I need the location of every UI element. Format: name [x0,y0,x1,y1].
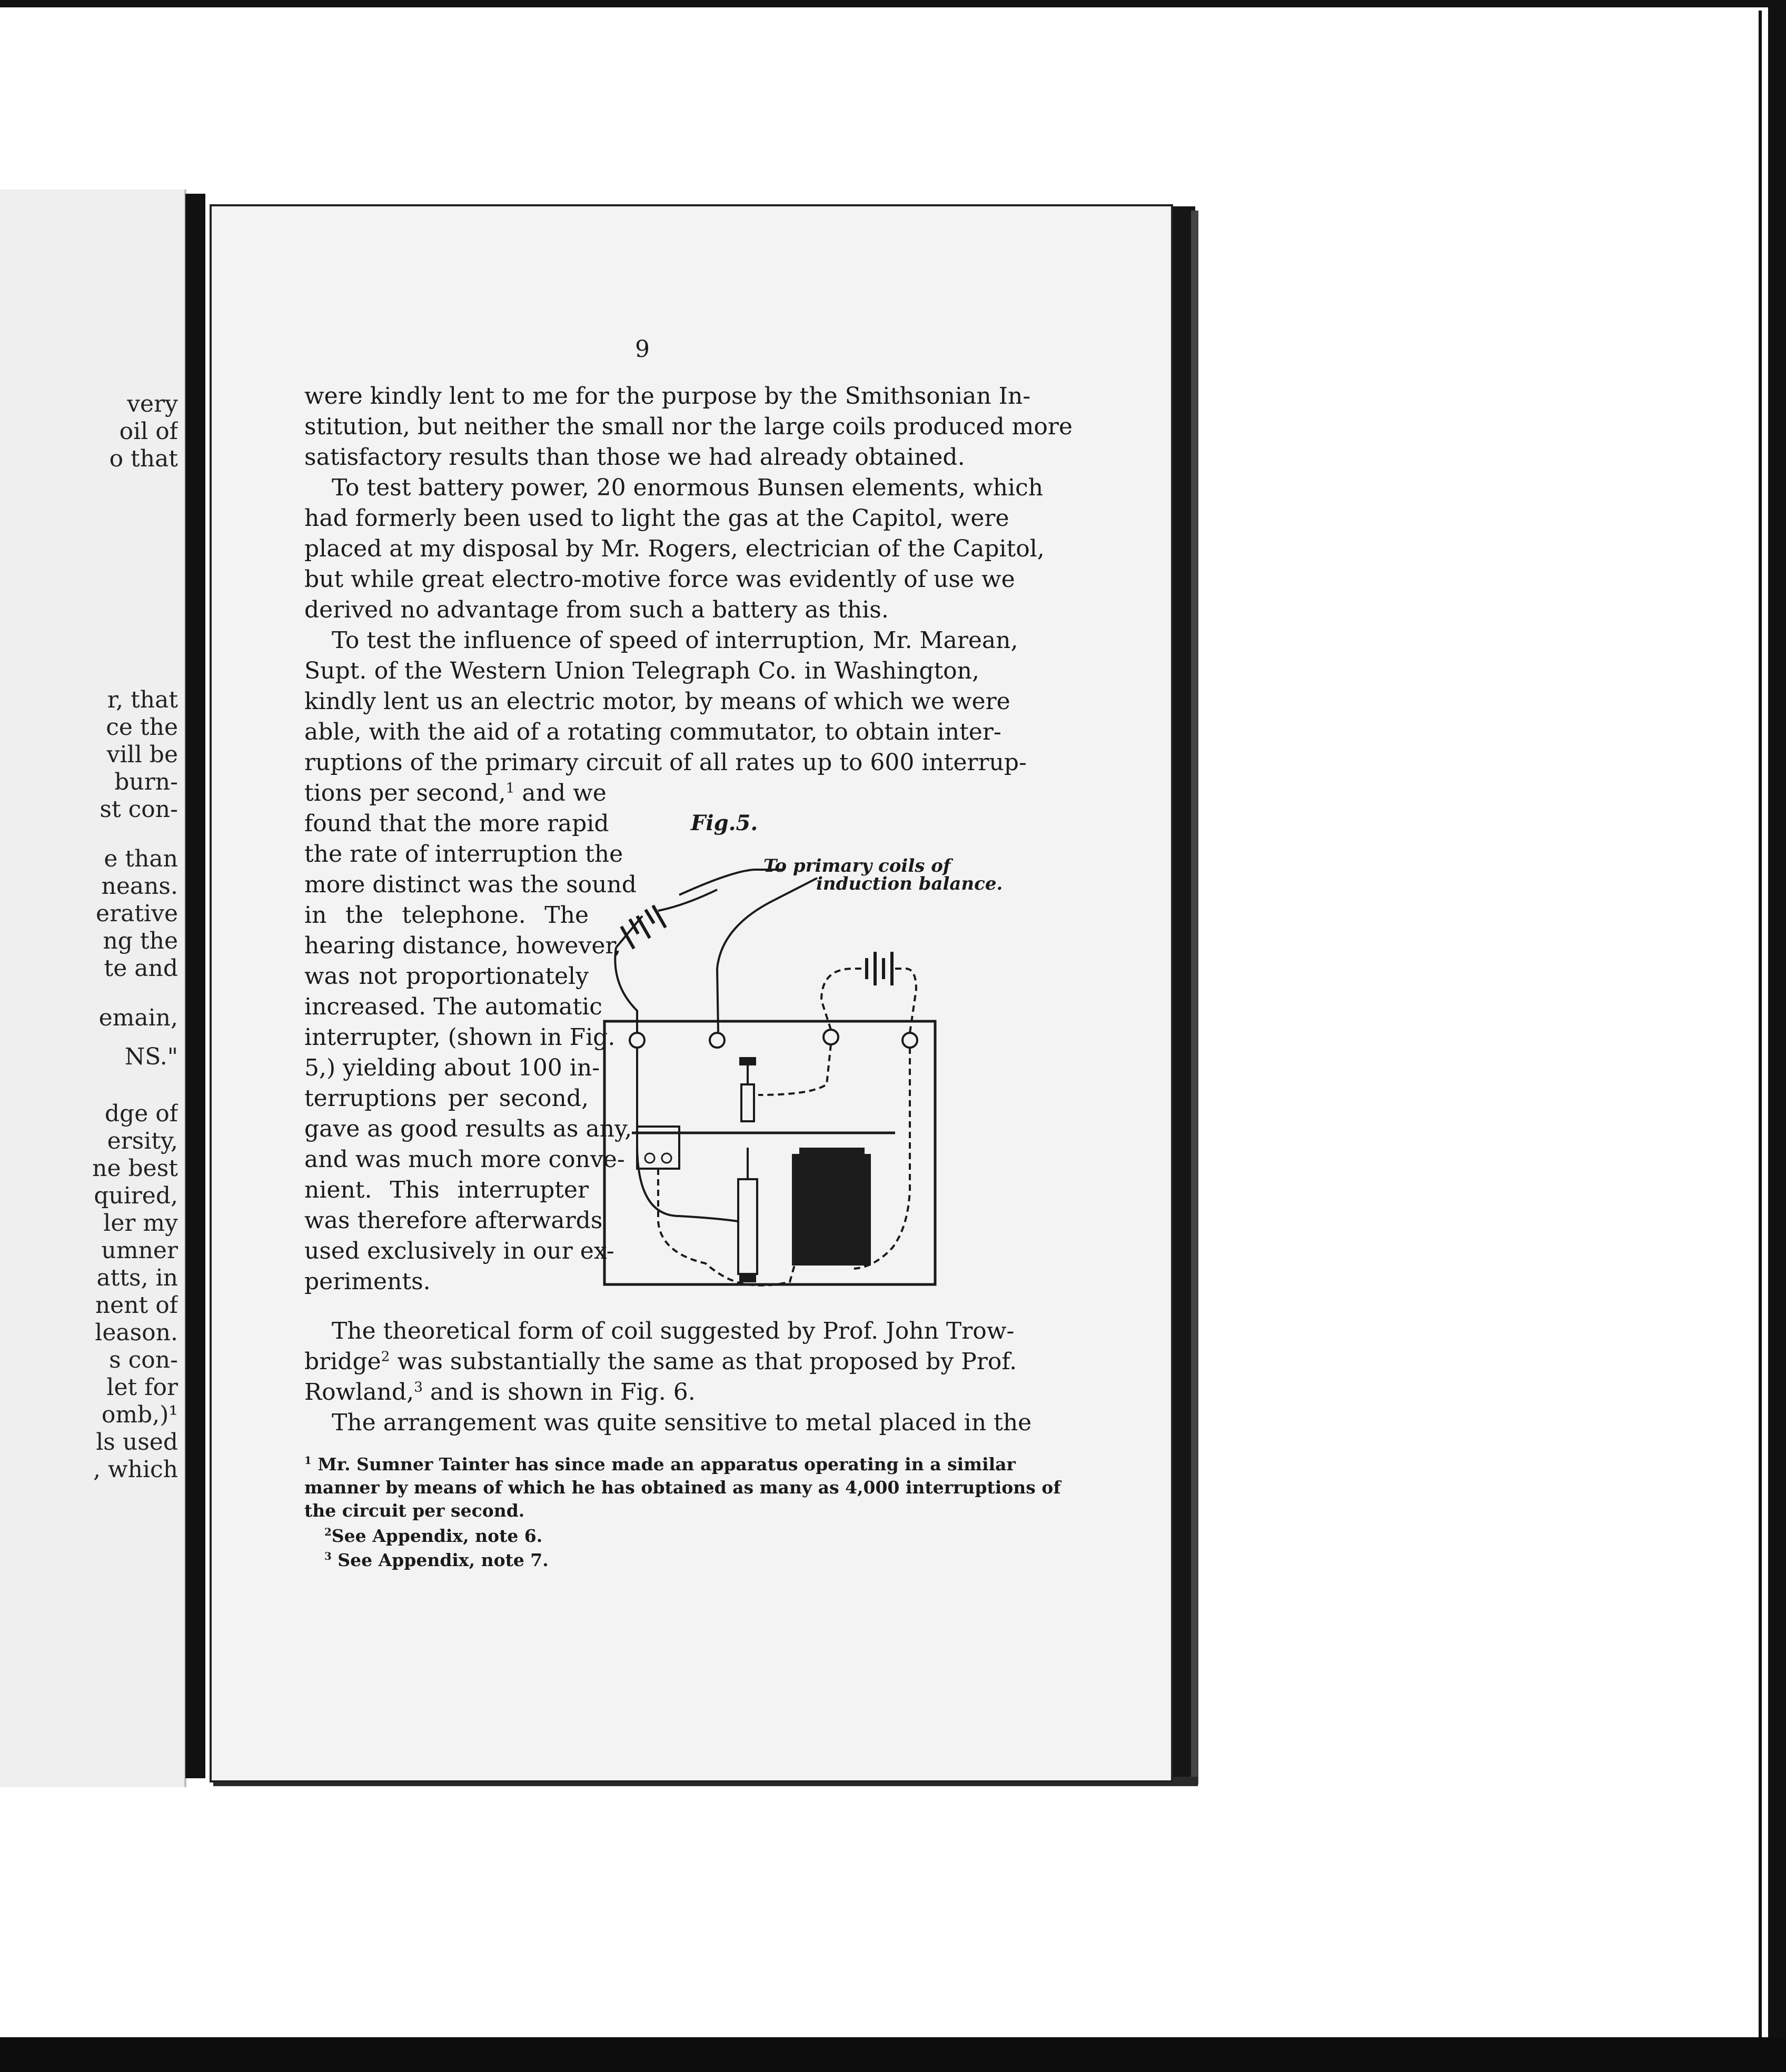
body-line: The arrangement was quite sensitive to metal placed in the [332,1409,1032,1436]
left-page-fragment: ersity, [107,1128,178,1154]
body-line: derived no advantage from such a battery as this. [304,596,889,623]
body-line: Rowland,$^3$ and is shown in Fig. 6. [304,1379,696,1406]
left-page-fragment: erative [96,900,178,927]
scan-frame-top [0,0,1786,7]
left-page-fragment: nent of [95,1292,178,1319]
narrow-line: terruptions per second, [304,1085,589,1112]
footnote: manner by means of which he has obtained as many as 4,000 interruptions of [304,1477,1061,1498]
left-page-fragment: s con- [109,1347,178,1373]
body-line: stitution, but neither the small nor the large coils produced more [304,413,1073,440]
narrow-line: found that the more rapid [304,810,609,837]
left-page-fragment: quired, [94,1182,178,1209]
left-page-fragment: neans. [101,873,178,900]
left-page-fragment: emain, [98,1004,178,1031]
dashed-wire [758,1044,831,1095]
terminal [630,1033,644,1048]
body-line: were kindly lent to me for the purpose by the Smithsonian In- [304,383,1031,410]
figure-caption: To primary coils of induction balance. [763,855,1003,894]
body-line: had formerly been used to light the gas at the Capitol, were [304,505,1009,532]
body-line: but while great electro-motive force was evidently of use we [304,566,1015,593]
narrow-line: was therefore afterwards [304,1207,603,1234]
left-page-fragment: te and [104,955,178,982]
footnote: $^1$ Mr. Sumner Tainter has since made an apparatus operating in a similar [304,1454,1016,1475]
narrow-line: interrupter, (shown in Fig. [304,1024,616,1051]
left-page-fragment: o that [109,445,178,472]
left-page-fragment: st con- [100,796,178,823]
footnote: $^3$ See Appendix, note 7. [324,1550,549,1570]
battery-top [867,952,892,985]
narrow-line: used exclusively in our ex- [304,1238,614,1264]
left-page-fragment: e than [104,845,178,872]
page-edge-inner [1191,211,1198,1785]
figure-5 [600,811,1003,1295]
footnote-ref: 3 [414,1379,423,1396]
battery-left [621,905,666,949]
narrow-line: periments. [304,1268,431,1295]
terminal [710,1033,725,1048]
figure-title: Fig.5. [691,811,758,835]
scan-frame-right-line [1759,11,1762,2048]
left-page-fragment: vill be [106,741,178,768]
scan-frame-bottom [0,2037,1786,2072]
body-line: To test the influence of speed of interruption, Mr. Marean, [332,627,1018,654]
narrow-line: gave as good results as any, [304,1115,632,1142]
magnet-block [792,1154,871,1266]
body-line: able, with the aid of a rotating commutator, to obtain inter- [304,719,1001,745]
left-page-fragment: omb,)¹ [101,1401,178,1428]
wire-terminal-2 [717,878,817,1032]
narrow-line: and was much more conve- [304,1146,625,1173]
book-gutter [185,194,205,1778]
left-page-fragment: very [127,391,178,417]
left-page-fragment: , which [93,1456,178,1483]
narrow-line: was not proportionately [304,963,589,990]
narrow-line: in the telephone. The [304,902,589,929]
footnote-ref: 2 [381,1348,390,1365]
left-page-fragment: ng the [103,928,178,954]
body-line: ruptions of the primary circuit of all rates up to 600 interrup- [304,749,1027,776]
body-line: Supt. of the Western Union Telegraph Co. in Washington, [304,658,979,684]
narrow-line: tions per second,$^1$ and we [304,780,607,806]
terminal [823,1030,838,1044]
body-line: placed at my disposal by Mr. Rogers, electrician of the Capitol, [304,535,1045,562]
footnote: $^2$See Appendix, note 6. [324,1526,543,1546]
left-page-fragment: NS." [124,1043,178,1070]
narrow-line: more distinct was the sound [304,871,637,898]
left-page-fragment: r, that [107,686,178,713]
narrow-line: hearing distance, however, [304,932,621,959]
left-page-fragment: ce the [106,714,178,741]
left-page-fragment: dge of [104,1100,178,1127]
terminal [902,1033,917,1048]
footnote: the circuit per second. [304,1500,525,1521]
body-line: kindly lent us an electric motor, by means of which we were [304,688,1010,715]
electromagnet-coil [738,1179,757,1274]
left-page-fragment: ls used [96,1429,178,1456]
left-page-fragment: oil of [119,418,178,445]
body-line: The theoretical form of coil suggested by Prof. John Trow- [332,1318,1015,1344]
scan-frame-right [1768,0,1786,2072]
left-page-fragment: leason. [95,1319,178,1346]
body-line: bridge$^2$ was substantially the same as that proposed by Prof. [304,1348,1017,1375]
narrow-line: the rate of interruption the [304,841,623,868]
left-page-fragment: burn- [114,769,178,795]
page-number: 9 [635,336,650,363]
body-line: To test battery power, 20 enormous Bunsen elements, which [332,474,1044,501]
upper-screw [741,1084,754,1121]
wire-battery [658,890,717,911]
left-page-fragment: umner [101,1237,178,1264]
left-page-fragment: let for [106,1374,178,1401]
left-page-fragment: atts, in [96,1264,178,1291]
base-board [604,1021,935,1284]
footnote-ref: 1 [505,780,515,796]
body-line: satisfactory results than those we had already obtained. [304,444,965,471]
narrow-line: increased. The automatic [304,993,602,1020]
narrow-line: 5,) yielding about 100 in- [304,1054,600,1081]
left-page-fragment: ne best [92,1155,178,1182]
narrow-line: nient. This interrupter [304,1177,589,1203]
left-page-fragment: ler my [103,1210,178,1237]
